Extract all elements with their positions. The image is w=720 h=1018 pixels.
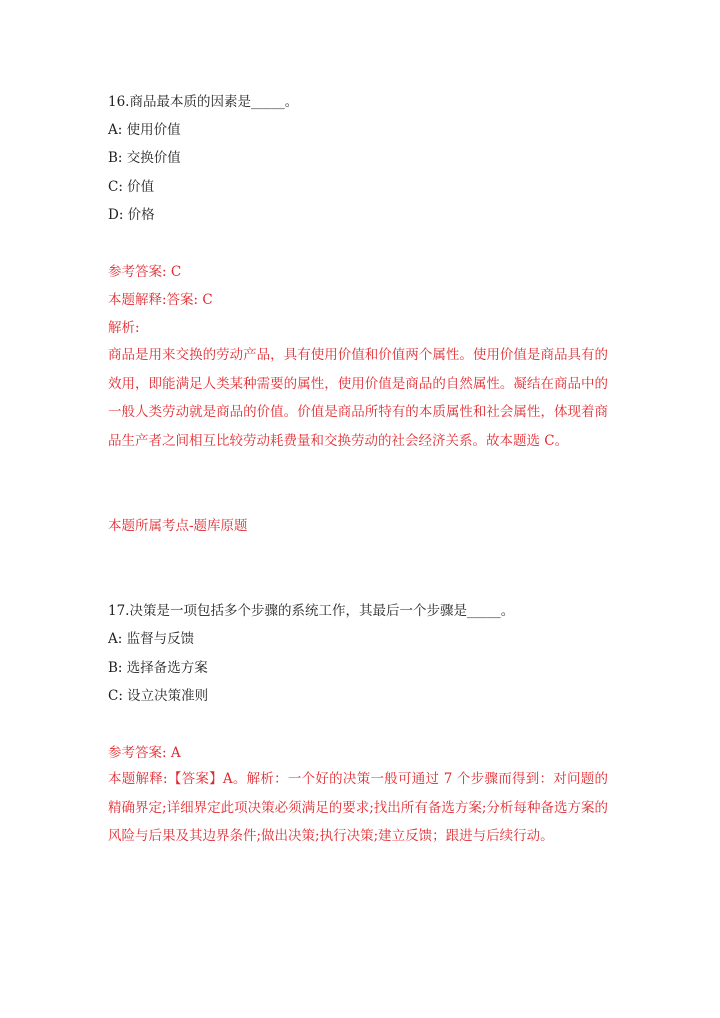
q16-reference-answer: 参考答案: C	[108, 264, 182, 280]
q16-analysis-label: 解析:	[108, 320, 140, 336]
q17-option-c: C: 设立决策准则	[108, 688, 209, 704]
q16-option-a: A: 使用价值	[108, 122, 181, 138]
q16-analysis-paragraph: 商品是用来交换的劳动产品，具有使用价值和价值两个属性。使用价值是商品具有的效用，即能满足人类某种需要的属性，使用价值是商品的自然属性。凝结在商品中的一般人类劳动就是商品的价值。价值是商品所特有的本质属性和社会属性，体现着商品生产者之间相互比较劳动耗费量和交换劳动的社会经济关系。故本题选 C。	[108, 347, 608, 449]
q17-reference-answer: 参考答案: A	[108, 745, 181, 761]
q16-explanation-heading: 本题解释:答案: C	[108, 292, 213, 308]
q16-option-d: D: 价格	[108, 207, 155, 223]
question-17-text: 17.决策是一项包括多个步骤的系统工作，其最后一个步骤是_____。	[108, 603, 515, 619]
question-16-text: 16.商品最本质的因素是_____。	[108, 94, 299, 110]
q17-option-a: A: 监督与反馈	[108, 631, 195, 647]
q16-source-note: 本题所属考点-题库原题	[108, 518, 248, 534]
q17-option-b: B: 选择备选方案	[108, 660, 208, 676]
q16-option-b: B: 交换价值	[108, 150, 181, 166]
q16-option-c: C: 价值	[108, 179, 155, 195]
q17-explanation-paragraph: 本题解释:【答案】A。解析：一个好的决策一般可通过 7 个步骤而得到：对问题的精确界定;详细界定此项决策必须满足的要求;找出所有备选方案;分析每种备选方案的风险与后果及其边界条件;做出决策;执行决策;建立反馈；跟进与后续行动。	[108, 771, 608, 845]
